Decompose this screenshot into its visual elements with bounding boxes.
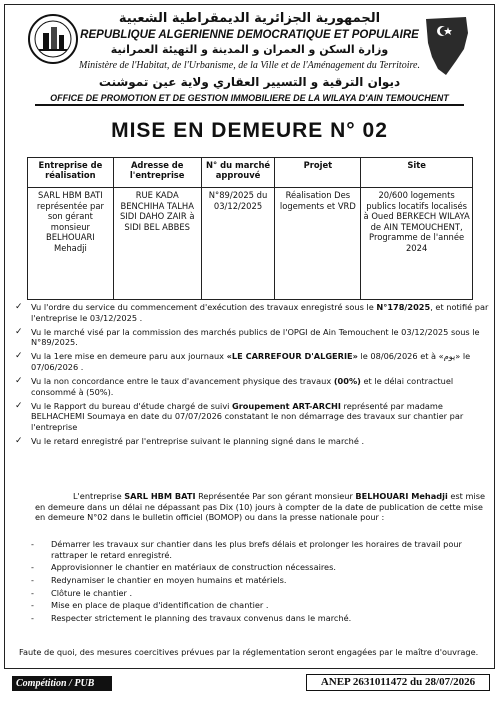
list-item: - Respecter strictement le planning des travaux convenus dans le marché. <box>31 612 352 623</box>
list-item: - Démarrer les travaux sur chantier dans les plus brefs délais et prolonger les horaires de travail pour rattraper le retard enregistré. <box>31 539 462 560</box>
table-cell: 20/600 logements publics locatifs localisés à Oued BERKECH WILAYA de AIN TEMOUCHENT, Programme de l'année 2024 <box>361 188 473 300</box>
checkmark-icon: ✓ <box>15 375 23 386</box>
arabic-office-title: ديوان الترقية و التسيير العقاري ولاية عين تموشنت <box>98 75 401 89</box>
list-item: ✓ Vu la 1ere mise en demeure paru aux journaux «LE CARREFOUR D'ALGERIE» le 08/06/2026 et à «يوم» le 07/06/2026 . <box>15 351 471 373</box>
list-item: ✓ Vu l'ordre du service du commencement d'exécution des travaux enregistré sous le N°178/2025, et notifié par l'entreprise le 03/12/2025 . <box>15 302 489 323</box>
table-cell: N°89/2025 du 03/12/2025 <box>201 188 275 300</box>
french-republic-title: REPUBLIQUE ALGERIENNE DEMOCRATIQUE ET POPULAIRE <box>80 29 419 41</box>
checkmark-icon: ✓ <box>15 326 23 337</box>
manager-name: BELHOUARI Mehadji <box>355 491 448 501</box>
contract-table <box>27 157 473 300</box>
arabic-republic-title: الجمهورية الجزائرية الديمقراطية الشعبية <box>118 11 381 26</box>
letterhead <box>5 5 494 137</box>
anep-reference: ANEP 2631011472 du 28/07/2026 <box>306 674 490 691</box>
category-label: Compétition / PUB <box>12 676 112 691</box>
table-row <box>28 188 473 300</box>
table-cell: RUE KADA BENCHIHA TALHA SIDI DAHO ZAIR à SIDI BEL ABBES <box>113 188 201 300</box>
checkmark-icon: ✓ <box>15 302 23 312</box>
french-ministry-title: Ministère de l'Habitat, de l'Urbanisme, de la Ville et de l'Aménagement du Territoire. <box>79 60 420 71</box>
list-item: - Mise en place de plaque d'identification de chantier . <box>31 600 269 611</box>
company-name: SARL HBM BATI <box>124 491 196 501</box>
notice-paragraph: L'entreprise SARL HBM BATI Représentée Par son gérant monsieur BELHOUARI Mehadji est mise en demeure dans un délai ne dépassant pas Dix (10) jours à compter de la date de publication de cette mise en demeure N°02 dans le bulletin officiel (BOMOP) ou dans la presse nationale pour : <box>35 491 486 523</box>
table-header-row <box>28 158 473 188</box>
page-title: MISE EN DEMEURE N° 02 <box>111 119 388 142</box>
list-item: ✓ Vu le marché visé par la commission des marchés publics de l'OPGI de Ain Temouchent le 03/12/2025 sous le N°89/2025. <box>15 326 480 348</box>
table-cell: Réalisation Des logements et VRD <box>275 188 361 300</box>
table-header-cell: Site <box>361 158 473 188</box>
considerations-list <box>15 302 489 450</box>
table-header-cell: Entreprise de réalisation <box>28 158 114 188</box>
list-item: - Clôture le chantier . <box>31 587 133 598</box>
list-item: ✓ Vu le Rapport du bureau d'étude chargé de suivi Groupement ART-ARCHI représenté par madame BELHACHEMI Soumaya en date du 07/07/2026 constatant le non démarrage des travaux sur chantier par l'entreprise <box>15 400 464 433</box>
list-item: - Approvisionner le chantier en matériaux de construction nécessaires. <box>31 562 336 573</box>
arabic-ministry-title: وزارة السكن و العمران و المدينة و التهيئة العمرانية <box>110 43 389 56</box>
table-header-cell: Projet <box>275 158 361 188</box>
checkmark-icon: ✓ <box>15 400 23 411</box>
checkmark-icon: ✓ <box>15 351 23 362</box>
list-item: ✓ Vu la non concordance entre le taux d'avancement physique des travaux (00%) et le délai contractuel consommé à (50%). <box>15 375 454 397</box>
office-name: OFFICE DE PROMOTION ET DE GESTION IMMOBILIERE DE LA WILAYA D'AIN TEMOUCHENT <box>35 93 464 106</box>
list-item: ✓ Vu le retard enregistré par l'entreprise suivant le planning signé dans le marché . <box>15 436 365 447</box>
notice-frame <box>4 4 495 669</box>
table-cell: SARL HBM BATI représentée par son gérant monsieur BELHOUARI Mehadji <box>28 188 114 300</box>
table-header-cell: N° du marché approuvé <box>201 158 275 188</box>
list-item: - Redynamiser le chantier en moyen humains et matériels. <box>31 574 287 585</box>
closing-paragraph: Faute de quoi, des mesures coercitives prévues par la réglementation seront engagées par le maître d'ouvrage. <box>19 647 479 657</box>
checkmark-icon: ✓ <box>15 436 23 447</box>
table-header-cell: Adresse de l'entreprise <box>113 158 201 188</box>
required-actions-list <box>31 539 481 626</box>
